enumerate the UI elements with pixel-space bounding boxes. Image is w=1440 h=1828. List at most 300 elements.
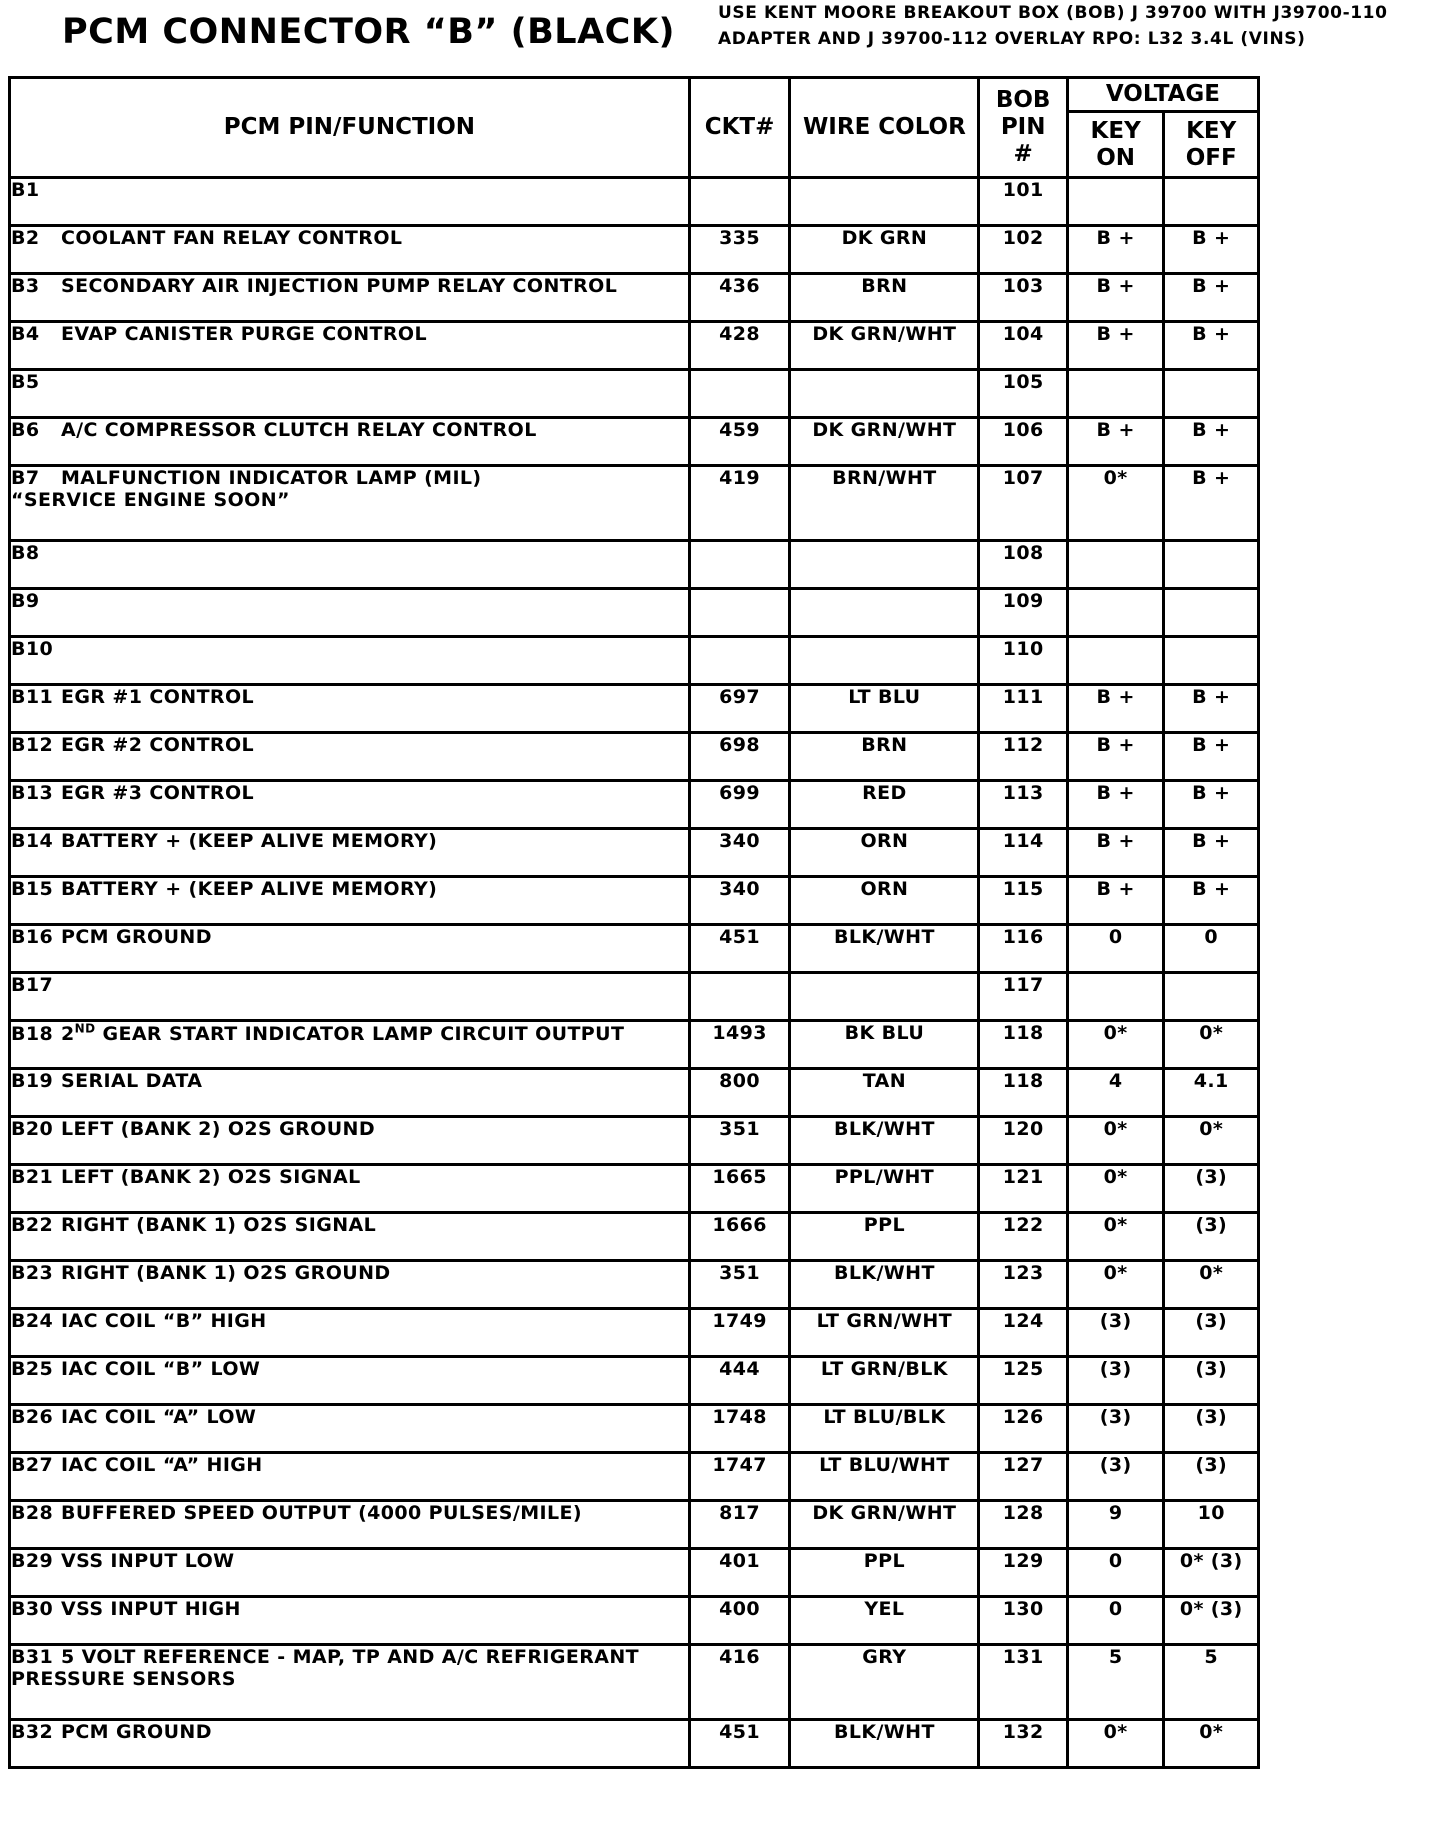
key-on-cell: B + xyxy=(1067,829,1164,877)
key-on-cell: 0* xyxy=(1067,1165,1164,1213)
bob-pin-cell: 117 xyxy=(979,973,1067,1021)
key-on-cell: B + xyxy=(1067,274,1164,322)
ckt-cell: 698 xyxy=(689,733,790,781)
ckt-cell: 1748 xyxy=(689,1405,790,1453)
wire-color-cell xyxy=(790,637,979,685)
ckt-cell: 800 xyxy=(689,1069,790,1117)
key-on-cell: B + xyxy=(1067,877,1164,925)
function-text: EGR #2 CONTROL xyxy=(61,734,255,756)
wire-color-cell: LT GRN/BLK xyxy=(790,1357,979,1405)
pin-function-cell xyxy=(10,178,690,226)
table-row xyxy=(10,1213,1259,1261)
pin-function xyxy=(61,1550,234,1572)
key-off-cell: B + xyxy=(1164,733,1259,781)
ckt-cell: 817 xyxy=(689,1501,790,1549)
bob-pin-cell: 105 xyxy=(979,370,1067,418)
ckt-cell: 419 xyxy=(689,466,790,541)
table-row xyxy=(10,973,1259,1021)
key-on-cell xyxy=(1067,178,1164,226)
ckt-cell xyxy=(689,178,790,226)
ckt-cell: 340 xyxy=(689,829,790,877)
header-bob-line: PIN xyxy=(1000,114,1046,140)
ckt-cell xyxy=(689,973,790,1021)
key-off-cell: 0 xyxy=(1164,925,1259,973)
table-row xyxy=(10,1501,1259,1549)
pin-id: B19 xyxy=(11,1070,54,1092)
bob-pin-cell: 103 xyxy=(979,274,1067,322)
bob-pin-cell: 131 xyxy=(979,1645,1067,1720)
wire-color-cell: DK GRN/WHT xyxy=(790,322,979,370)
table-row xyxy=(10,1117,1259,1165)
key-on-cell: B + xyxy=(1067,733,1164,781)
ckt-cell: 697 xyxy=(689,685,790,733)
wire-color-cell: ORN xyxy=(790,877,979,925)
key-off-cell: (3) xyxy=(1164,1453,1259,1501)
pin-function-cell xyxy=(10,274,690,322)
function-text: IAC COIL “B” LOW xyxy=(61,1358,261,1380)
ckt-cell: 1666 xyxy=(689,1213,790,1261)
function-text: IAC COIL “B” HIGH xyxy=(61,1310,267,1332)
table-row xyxy=(10,226,1259,274)
bob-pin-cell: 118 xyxy=(979,1069,1067,1117)
ckt-cell: 451 xyxy=(689,1720,790,1768)
key-off-cell xyxy=(1164,370,1259,418)
table-row xyxy=(10,1165,1259,1213)
ckt-cell: 335 xyxy=(689,226,790,274)
header-key-off-line: KEY xyxy=(1186,117,1237,144)
ckt-cell: 451 xyxy=(689,925,790,973)
pin-function xyxy=(61,926,212,948)
key-on-cell: 9 xyxy=(1067,1501,1164,1549)
pin-function-cell xyxy=(10,637,690,685)
key-off-cell: (3) xyxy=(1164,1309,1259,1357)
pin-function-cell xyxy=(10,1309,690,1357)
ckt-cell: 340 xyxy=(689,877,790,925)
key-on-cell: B + xyxy=(1067,418,1164,466)
pin-function-cell xyxy=(10,829,690,877)
function-text: EVAP CANISTER PURGE CONTROL xyxy=(61,323,427,345)
ckt-cell: 428 xyxy=(689,322,790,370)
key-off-cell: 5 xyxy=(1164,1645,1259,1720)
ckt-cell: 1747 xyxy=(689,1453,790,1501)
pin-function xyxy=(61,830,437,852)
wire-color-cell: BLK/WHT xyxy=(790,925,979,973)
key-off-cell xyxy=(1164,637,1259,685)
key-on-cell xyxy=(1067,637,1164,685)
pin-function-cell xyxy=(10,1261,690,1309)
table-row xyxy=(10,781,1259,829)
bob-pin-cell: 104 xyxy=(979,322,1067,370)
function-text: PCM GROUND xyxy=(61,926,212,948)
key-off-cell: B + xyxy=(1164,322,1259,370)
pin-function xyxy=(11,467,482,511)
table-row xyxy=(10,274,1259,322)
key-on-cell: 4 xyxy=(1067,1069,1164,1117)
pin-id: B27 xyxy=(11,1454,54,1476)
wire-color-cell: PPL xyxy=(790,1213,979,1261)
pin-function xyxy=(61,323,427,345)
pin-function xyxy=(61,1166,361,1188)
pin-id: B2 xyxy=(11,227,40,249)
page-title: PCM CONNECTOR “B” (BLACK) xyxy=(62,12,675,52)
key-off-cell: 0* xyxy=(1164,1720,1259,1768)
header-function: PCM PIN/FUNCTION xyxy=(10,78,690,178)
pin-function-cell xyxy=(10,589,690,637)
key-on-cell: 0 xyxy=(1067,1597,1164,1645)
header-key-off-line: OFF xyxy=(1185,144,1237,171)
key-off-cell: 0* (3) xyxy=(1164,1549,1259,1597)
pin-id: B24 xyxy=(11,1310,54,1332)
table-row xyxy=(10,733,1259,781)
key-on-cell: (3) xyxy=(1067,1405,1164,1453)
key-off-cell xyxy=(1164,973,1259,1021)
pin-id: B25 xyxy=(11,1358,54,1380)
header-bob-line: # xyxy=(1013,141,1033,167)
key-on-cell: 0* xyxy=(1067,1720,1164,1768)
pin-function xyxy=(61,1598,241,1620)
function-text: BUFFERED SPEED OUTPUT (4000 PULSES/MILE) xyxy=(61,1502,582,1524)
pin-function-cell xyxy=(10,1357,690,1405)
pin-id: B8 xyxy=(11,542,40,564)
header-key-on-line: KEY xyxy=(1090,117,1141,144)
key-on-cell: 0* xyxy=(1067,1117,1164,1165)
bob-pin-cell: 126 xyxy=(979,1405,1067,1453)
key-on-cell xyxy=(1067,541,1164,589)
ckt-cell xyxy=(689,589,790,637)
wire-color-cell xyxy=(790,370,979,418)
wire-color-cell: BLK/WHT xyxy=(790,1117,979,1165)
key-off-cell: 0* xyxy=(1164,1261,1259,1309)
key-on-cell: 0* xyxy=(1067,1261,1164,1309)
bob-pin-cell: 111 xyxy=(979,685,1067,733)
header-bob-pin xyxy=(979,78,1067,178)
wire-color-cell: BRN xyxy=(790,733,979,781)
pin-function-cell xyxy=(10,1597,690,1645)
wire-color-cell: DK GRN/WHT xyxy=(790,418,979,466)
pin-id: B11 xyxy=(11,686,54,708)
note-line: USE KENT MOORE BREAKOUT BOX (BOB) J 39700 WITH J39700-110 xyxy=(718,3,1388,23)
key-on-cell: 0* xyxy=(1067,466,1164,541)
function-text: GEAR START INDICATOR LAMP CIRCUIT OUTPUT xyxy=(95,1023,625,1046)
wire-color-cell: TAN xyxy=(790,1069,979,1117)
wire-color-cell: DK GRN/WHT xyxy=(790,1501,979,1549)
header-key-on-line: ON xyxy=(1096,144,1136,171)
function-text: PCM GROUND xyxy=(61,1721,212,1743)
wire-color-cell xyxy=(790,589,979,637)
key-off-cell: B + xyxy=(1164,418,1259,466)
pin-function xyxy=(61,1070,202,1092)
pin-id: B9 xyxy=(11,590,40,612)
function-text: EGR #3 CONTROL xyxy=(61,782,255,804)
bob-pin-cell: 116 xyxy=(979,925,1067,973)
pin-function xyxy=(61,1118,375,1140)
key-off-cell: 10 xyxy=(1164,1501,1259,1549)
bob-pin-cell: 124 xyxy=(979,1309,1067,1357)
pin-function xyxy=(61,275,617,297)
bob-pin-cell: 128 xyxy=(979,1501,1067,1549)
table-row xyxy=(10,829,1259,877)
bob-pin-cell: 113 xyxy=(979,781,1067,829)
function-text: IAC COIL “A” LOW xyxy=(61,1406,257,1428)
pin-function-cell xyxy=(10,1165,690,1213)
ckt-cell xyxy=(689,637,790,685)
header-key-off xyxy=(1164,112,1259,178)
pin-function-cell xyxy=(10,1021,690,1069)
function-text: LEFT (BANK 2) O2S GROUND xyxy=(61,1118,376,1140)
key-on-cell: 0* xyxy=(1067,1213,1164,1261)
pin-id: B17 xyxy=(11,974,54,996)
key-off-cell: B + xyxy=(1164,685,1259,733)
pin-function-cell xyxy=(10,877,690,925)
pin-id: B6 xyxy=(11,419,40,441)
instructions-note xyxy=(718,0,1388,52)
pin-id: B30 xyxy=(11,1598,54,1620)
pin-function xyxy=(61,878,437,900)
table-row xyxy=(10,370,1259,418)
function-text: VSS INPUT LOW xyxy=(61,1550,235,1572)
wire-color-cell: LT BLU xyxy=(790,685,979,733)
key-off-cell xyxy=(1164,541,1259,589)
key-on-cell: 0 xyxy=(1067,925,1164,973)
key-off-cell xyxy=(1164,178,1259,226)
pin-function xyxy=(61,227,402,249)
pin-id: B31 xyxy=(11,1646,54,1668)
ckt-cell: 436 xyxy=(689,274,790,322)
pin-function-cell xyxy=(10,925,690,973)
wire-color-cell: BRN/WHT xyxy=(790,466,979,541)
function-ordinal-suffix: ND xyxy=(74,1022,96,1036)
function-text: SECONDARY AIR INJECTION PUMP RELAY CONTROL xyxy=(61,275,618,297)
pin-id: B13 xyxy=(11,782,54,804)
header-bob-line: BOB xyxy=(995,87,1051,113)
wire-color-cell: PPL xyxy=(790,1549,979,1597)
header-key-on xyxy=(1067,112,1164,178)
pin-id: B5 xyxy=(11,371,40,393)
bob-pin-cell: 125 xyxy=(979,1357,1067,1405)
wire-color-cell: BLK/WHT xyxy=(790,1261,979,1309)
pin-rows xyxy=(10,178,1259,1768)
table-row xyxy=(10,685,1259,733)
pin-id: B32 xyxy=(11,1721,54,1743)
table-row xyxy=(10,1645,1259,1720)
bob-pin-cell: 112 xyxy=(979,733,1067,781)
pin-function-cell xyxy=(10,733,690,781)
bob-pin-cell: 107 xyxy=(979,466,1067,541)
bob-pin-cell: 121 xyxy=(979,1165,1067,1213)
pin-function xyxy=(61,1262,391,1284)
function-text: VSS INPUT HIGH xyxy=(61,1598,241,1620)
wire-color-cell: DK GRN xyxy=(790,226,979,274)
key-off-cell: 4.1 xyxy=(1164,1069,1259,1117)
pin-id: B12 xyxy=(11,734,54,756)
wire-color-cell: RED xyxy=(790,781,979,829)
bob-pin-cell: 127 xyxy=(979,1453,1067,1501)
table-row xyxy=(10,925,1259,973)
ckt-cell xyxy=(689,370,790,418)
pin-function xyxy=(61,1358,260,1380)
key-on-cell: B + xyxy=(1067,781,1164,829)
note-line: ADAPTER AND J 39700-112 OVERLAY RPO: L32 3.4L (VINS) xyxy=(718,29,1306,49)
pin-function-cell xyxy=(10,226,690,274)
function-text: EGR #1 CONTROL xyxy=(61,686,255,708)
table-row xyxy=(10,322,1259,370)
key-off-cell: (3) xyxy=(1164,1405,1259,1453)
pin-function xyxy=(61,1454,263,1476)
table-row xyxy=(10,1720,1259,1768)
key-on-cell: (3) xyxy=(1067,1309,1164,1357)
header-wire-color: WIRE COLOR xyxy=(790,78,979,178)
pin-id: B21 xyxy=(11,1166,54,1188)
table-row xyxy=(10,541,1259,589)
wire-color-cell: ORN xyxy=(790,829,979,877)
pin-function-cell xyxy=(10,1501,690,1549)
bob-pin-cell: 108 xyxy=(979,541,1067,589)
table-row xyxy=(10,877,1259,925)
table-row xyxy=(10,589,1259,637)
key-off-cell xyxy=(1164,589,1259,637)
pin-id: B3 xyxy=(11,275,40,297)
pin-function-cell xyxy=(10,1069,690,1117)
function-text: SERIAL DATA xyxy=(61,1070,203,1092)
pin-id: B1 xyxy=(11,179,40,201)
key-off-cell: B + xyxy=(1164,877,1259,925)
pin-id: B26 xyxy=(11,1406,54,1428)
pin-function xyxy=(61,1310,267,1332)
table-row xyxy=(10,1261,1259,1309)
bob-pin-cell: 114 xyxy=(979,829,1067,877)
pin-function-cell xyxy=(10,541,690,589)
bob-pin-cell: 123 xyxy=(979,1261,1067,1309)
table-row xyxy=(10,1309,1259,1357)
bob-pin-cell: 115 xyxy=(979,877,1067,925)
key-on-cell: 0 xyxy=(1067,1549,1164,1597)
pin-function-cell xyxy=(10,418,690,466)
pin-function-cell xyxy=(10,973,690,1021)
wire-color-cell: PPL/WHT xyxy=(790,1165,979,1213)
key-off-cell: B + xyxy=(1164,466,1259,541)
ckt-cell: 416 xyxy=(689,1645,790,1720)
table-row xyxy=(10,418,1259,466)
pin-function-cell xyxy=(10,1213,690,1261)
key-off-cell: 0* xyxy=(1164,1021,1259,1069)
function-ordinal: 2 xyxy=(61,1023,75,1046)
bob-pin-cell: 122 xyxy=(979,1213,1067,1261)
pin-table xyxy=(8,76,1260,1769)
pin-function-cell xyxy=(10,1645,690,1720)
header-voltage: VOLTAGE xyxy=(1067,78,1258,112)
wire-color-cell: YEL xyxy=(790,1597,979,1645)
function-text: COOLANT FAN RELAY CONTROL xyxy=(61,227,403,249)
key-off-cell: 0* (3) xyxy=(1164,1597,1259,1645)
key-off-cell: B + xyxy=(1164,781,1259,829)
table-row xyxy=(10,637,1259,685)
bob-pin-cell: 106 xyxy=(979,418,1067,466)
pin-id: B15 xyxy=(11,878,54,900)
key-on-cell xyxy=(1067,973,1164,1021)
pin-id: B4 xyxy=(11,323,40,345)
bob-pin-cell: 109 xyxy=(979,589,1067,637)
pin-function-cell xyxy=(10,1453,690,1501)
bob-pin-cell: 130 xyxy=(979,1597,1067,1645)
bob-pin-cell: 101 xyxy=(979,178,1067,226)
ckt-cell: 1493 xyxy=(689,1021,790,1069)
pin-id: B14 xyxy=(11,830,54,852)
pin-function xyxy=(61,1406,256,1428)
pin-function xyxy=(61,686,254,708)
pin-function-cell xyxy=(10,781,690,829)
function-text: BATTERY + (KEEP ALIVE MEMORY) xyxy=(61,878,438,900)
table-row xyxy=(10,1453,1259,1501)
pin-function xyxy=(61,1502,582,1524)
ckt-cell: 351 xyxy=(689,1117,790,1165)
pin-function-cell xyxy=(10,685,690,733)
table-row xyxy=(10,1069,1259,1117)
key-off-cell: B + xyxy=(1164,274,1259,322)
key-on-cell: B + xyxy=(1067,322,1164,370)
key-off-cell: (3) xyxy=(1164,1213,1259,1261)
key-on-cell: 0* xyxy=(1067,1021,1164,1069)
wire-color-cell: BRN xyxy=(790,274,979,322)
key-off-cell: B + xyxy=(1164,226,1259,274)
table-row xyxy=(10,1357,1259,1405)
pin-function xyxy=(61,1214,376,1236)
wire-color-cell: LT BLU/WHT xyxy=(790,1453,979,1501)
wire-color-cell xyxy=(790,178,979,226)
function-text: LEFT (BANK 2) O2S SIGNAL xyxy=(61,1166,361,1188)
pin-function xyxy=(61,734,254,756)
ckt-cell: 444 xyxy=(689,1357,790,1405)
key-off-cell: (3) xyxy=(1164,1357,1259,1405)
pin-function-cell xyxy=(10,370,690,418)
pin-function-cell xyxy=(10,1549,690,1597)
pin-function-cell xyxy=(10,1117,690,1165)
wire-color-cell xyxy=(790,541,979,589)
wire-color-cell: LT GRN/WHT xyxy=(790,1309,979,1357)
pin-function-cell xyxy=(10,1405,690,1453)
pin-function xyxy=(61,1721,212,1743)
pin-id: B16 xyxy=(11,926,54,948)
key-on-cell: (3) xyxy=(1067,1453,1164,1501)
key-off-cell: (3) xyxy=(1164,1165,1259,1213)
wire-color-cell: BLK/WHT xyxy=(790,1720,979,1768)
pin-function-cell xyxy=(10,322,690,370)
pin-function xyxy=(61,782,254,804)
key-on-cell xyxy=(1067,589,1164,637)
function-text: RIGHT (BANK 1) O2S GROUND xyxy=(61,1262,391,1284)
pin-id: B28 xyxy=(11,1502,54,1524)
bob-pin-cell: 118 xyxy=(979,1021,1067,1069)
ckt-cell: 1665 xyxy=(689,1165,790,1213)
bob-pin-cell: 120 xyxy=(979,1117,1067,1165)
pin-function xyxy=(11,1646,639,1690)
table-row xyxy=(10,466,1259,541)
pin-id: B7 xyxy=(11,467,40,489)
pin-function-cell xyxy=(10,1720,690,1768)
bob-pin-cell: 102 xyxy=(979,226,1067,274)
ckt-cell: 400 xyxy=(689,1597,790,1645)
ckt-cell: 351 xyxy=(689,1261,790,1309)
ckt-cell xyxy=(689,541,790,589)
pin-id: B18 xyxy=(11,1023,54,1046)
header-ckt: CKT# xyxy=(689,78,790,178)
function-text: A/C COMPRESSOR CLUTCH RELAY CONTROL xyxy=(61,419,537,441)
wire-color-cell xyxy=(790,973,979,1021)
pin-id: B22 xyxy=(11,1214,54,1236)
table-row xyxy=(10,1021,1259,1069)
key-on-cell: 5 xyxy=(1067,1645,1164,1720)
pin-id: B10 xyxy=(11,638,54,660)
pin-id: B23 xyxy=(11,1262,54,1284)
